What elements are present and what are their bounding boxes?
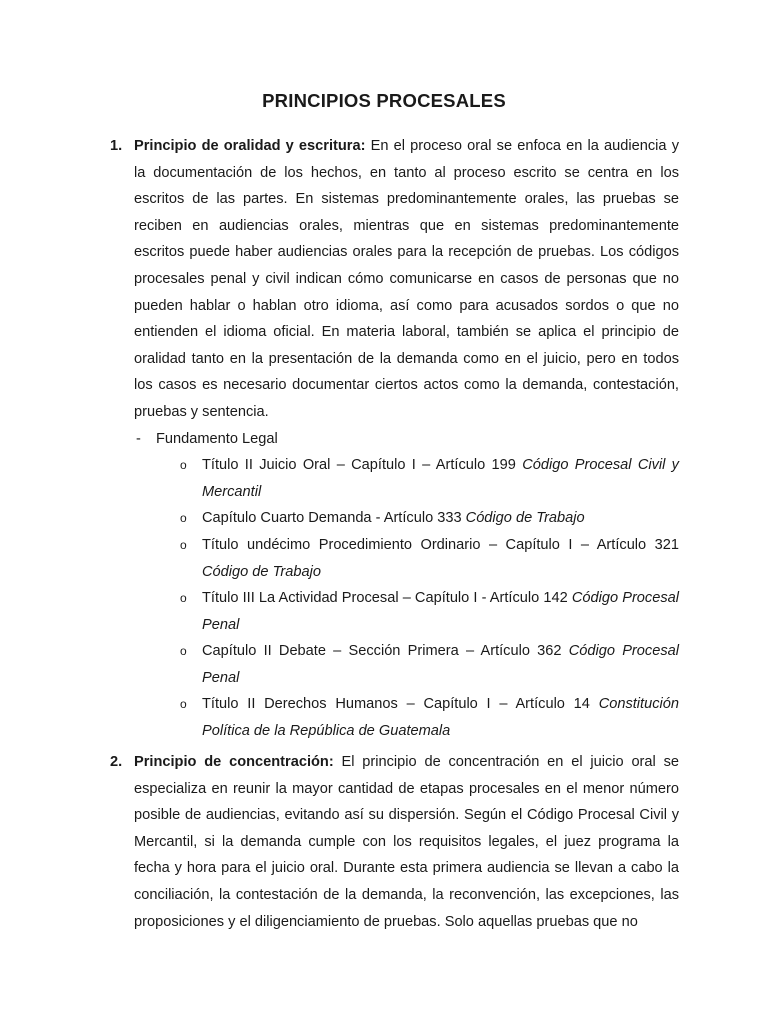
fundamento-legal-label: Fundamento Legal xyxy=(156,430,278,447)
list-item xyxy=(180,532,679,585)
dash-marker: - xyxy=(136,430,141,447)
reference-text: Capítulo II Debate – Sección Primera – Artículo 362 xyxy=(202,643,569,660)
section-paragraph xyxy=(134,749,679,935)
section-body: El principio de concentración en el juicio oral se especializa en reunir la mayor cantidad de etapas procesales en el menor número posible de audiencias, evitando así su dispersión. Según el Código Procesal Civil y Mercantil, si la demanda cumple con los requisitos legales, el juez programa la fecha y hora para el juicio oral. Durante esta primera audiencia se llevan a cabo la conciliación, la contestación de la demanda, la reconvención, las excepciones, las proposiciones y el diligenciamiento de pruebas. Solo aquellas pruebas que no xyxy=(134,754,679,930)
reference-text: Título II Juicio Oral – Capítulo I – Artículo 199 xyxy=(202,457,523,474)
page-title: PRINCIPIOS PROCESALES xyxy=(262,90,506,111)
bullet-icon: o xyxy=(180,591,187,606)
list-item xyxy=(180,691,679,744)
reference-text: Capítulo Cuarto Demanda - Artículo 333 xyxy=(202,510,466,527)
reference-source: Código Procesal Penal xyxy=(202,643,679,686)
reference-source: Código de Trabajo xyxy=(202,563,321,580)
reference-source: Código Procesal Penal xyxy=(202,590,679,633)
reference-source: Código Procesal Civil y Mercantil xyxy=(202,457,679,500)
section-heading: Principio de oralidad y escritura: xyxy=(134,138,366,154)
reference-text: Título undécimo Procedimiento Ordinario – Capítulo I – Artículo 321 xyxy=(202,536,679,553)
section-number: 1. xyxy=(110,138,123,154)
reference-text: Título III La Actividad Procesal – Capítulo I - Artículo 142 xyxy=(202,590,572,607)
list-item xyxy=(180,505,679,532)
section-concentracion xyxy=(110,749,679,935)
fundamento-legal-item xyxy=(134,426,679,453)
list-item xyxy=(180,452,679,505)
bullet-icon: o xyxy=(180,458,187,473)
section-number: 2. xyxy=(110,754,123,770)
reference-source: Constitución Política de la República de Guatemala xyxy=(202,696,679,740)
legal-references-list xyxy=(134,452,679,745)
reference-source: Código de Trabajo xyxy=(465,510,585,527)
bullet-icon: o xyxy=(180,644,187,659)
list-item xyxy=(180,585,679,638)
bullet-icon: o xyxy=(180,511,187,526)
reference-text: Título II Derechos Humanos – Capítulo I – Artículo 14 xyxy=(202,696,599,713)
section-body: En el proceso oral se enfoca en la audiencia y la documentación de los hechos, en tanto al proceso escrito se centra en los escritos de las partes. En sistemas predominantemente orales, las pruebas se reciben en audiencias orales, mientras que en sistemas predominantemente escritos puede haber audiencias orales para la recepción de pruebas. Los códigos procesales penal y civil indican cómo comunicarse en casos de personas que no pueden hablar o hablan otro idioma, así como para acusados sordos o que no entienden el idioma oficial. En materia laboral, también se aplica el principio de oralidad tanto en la presentación de la demanda como en el juicio, pero en todos los casos es necesario documentar ciertos actos como la demanda, contestación, pruebas y sentencia. xyxy=(134,138,679,420)
bullet-icon: o xyxy=(180,697,187,712)
list-item xyxy=(180,638,679,691)
section-oralidad xyxy=(110,133,679,745)
section-paragraph xyxy=(134,133,679,426)
bullet-icon: o xyxy=(180,537,187,552)
section-heading: Principio de concentración: xyxy=(134,754,334,770)
